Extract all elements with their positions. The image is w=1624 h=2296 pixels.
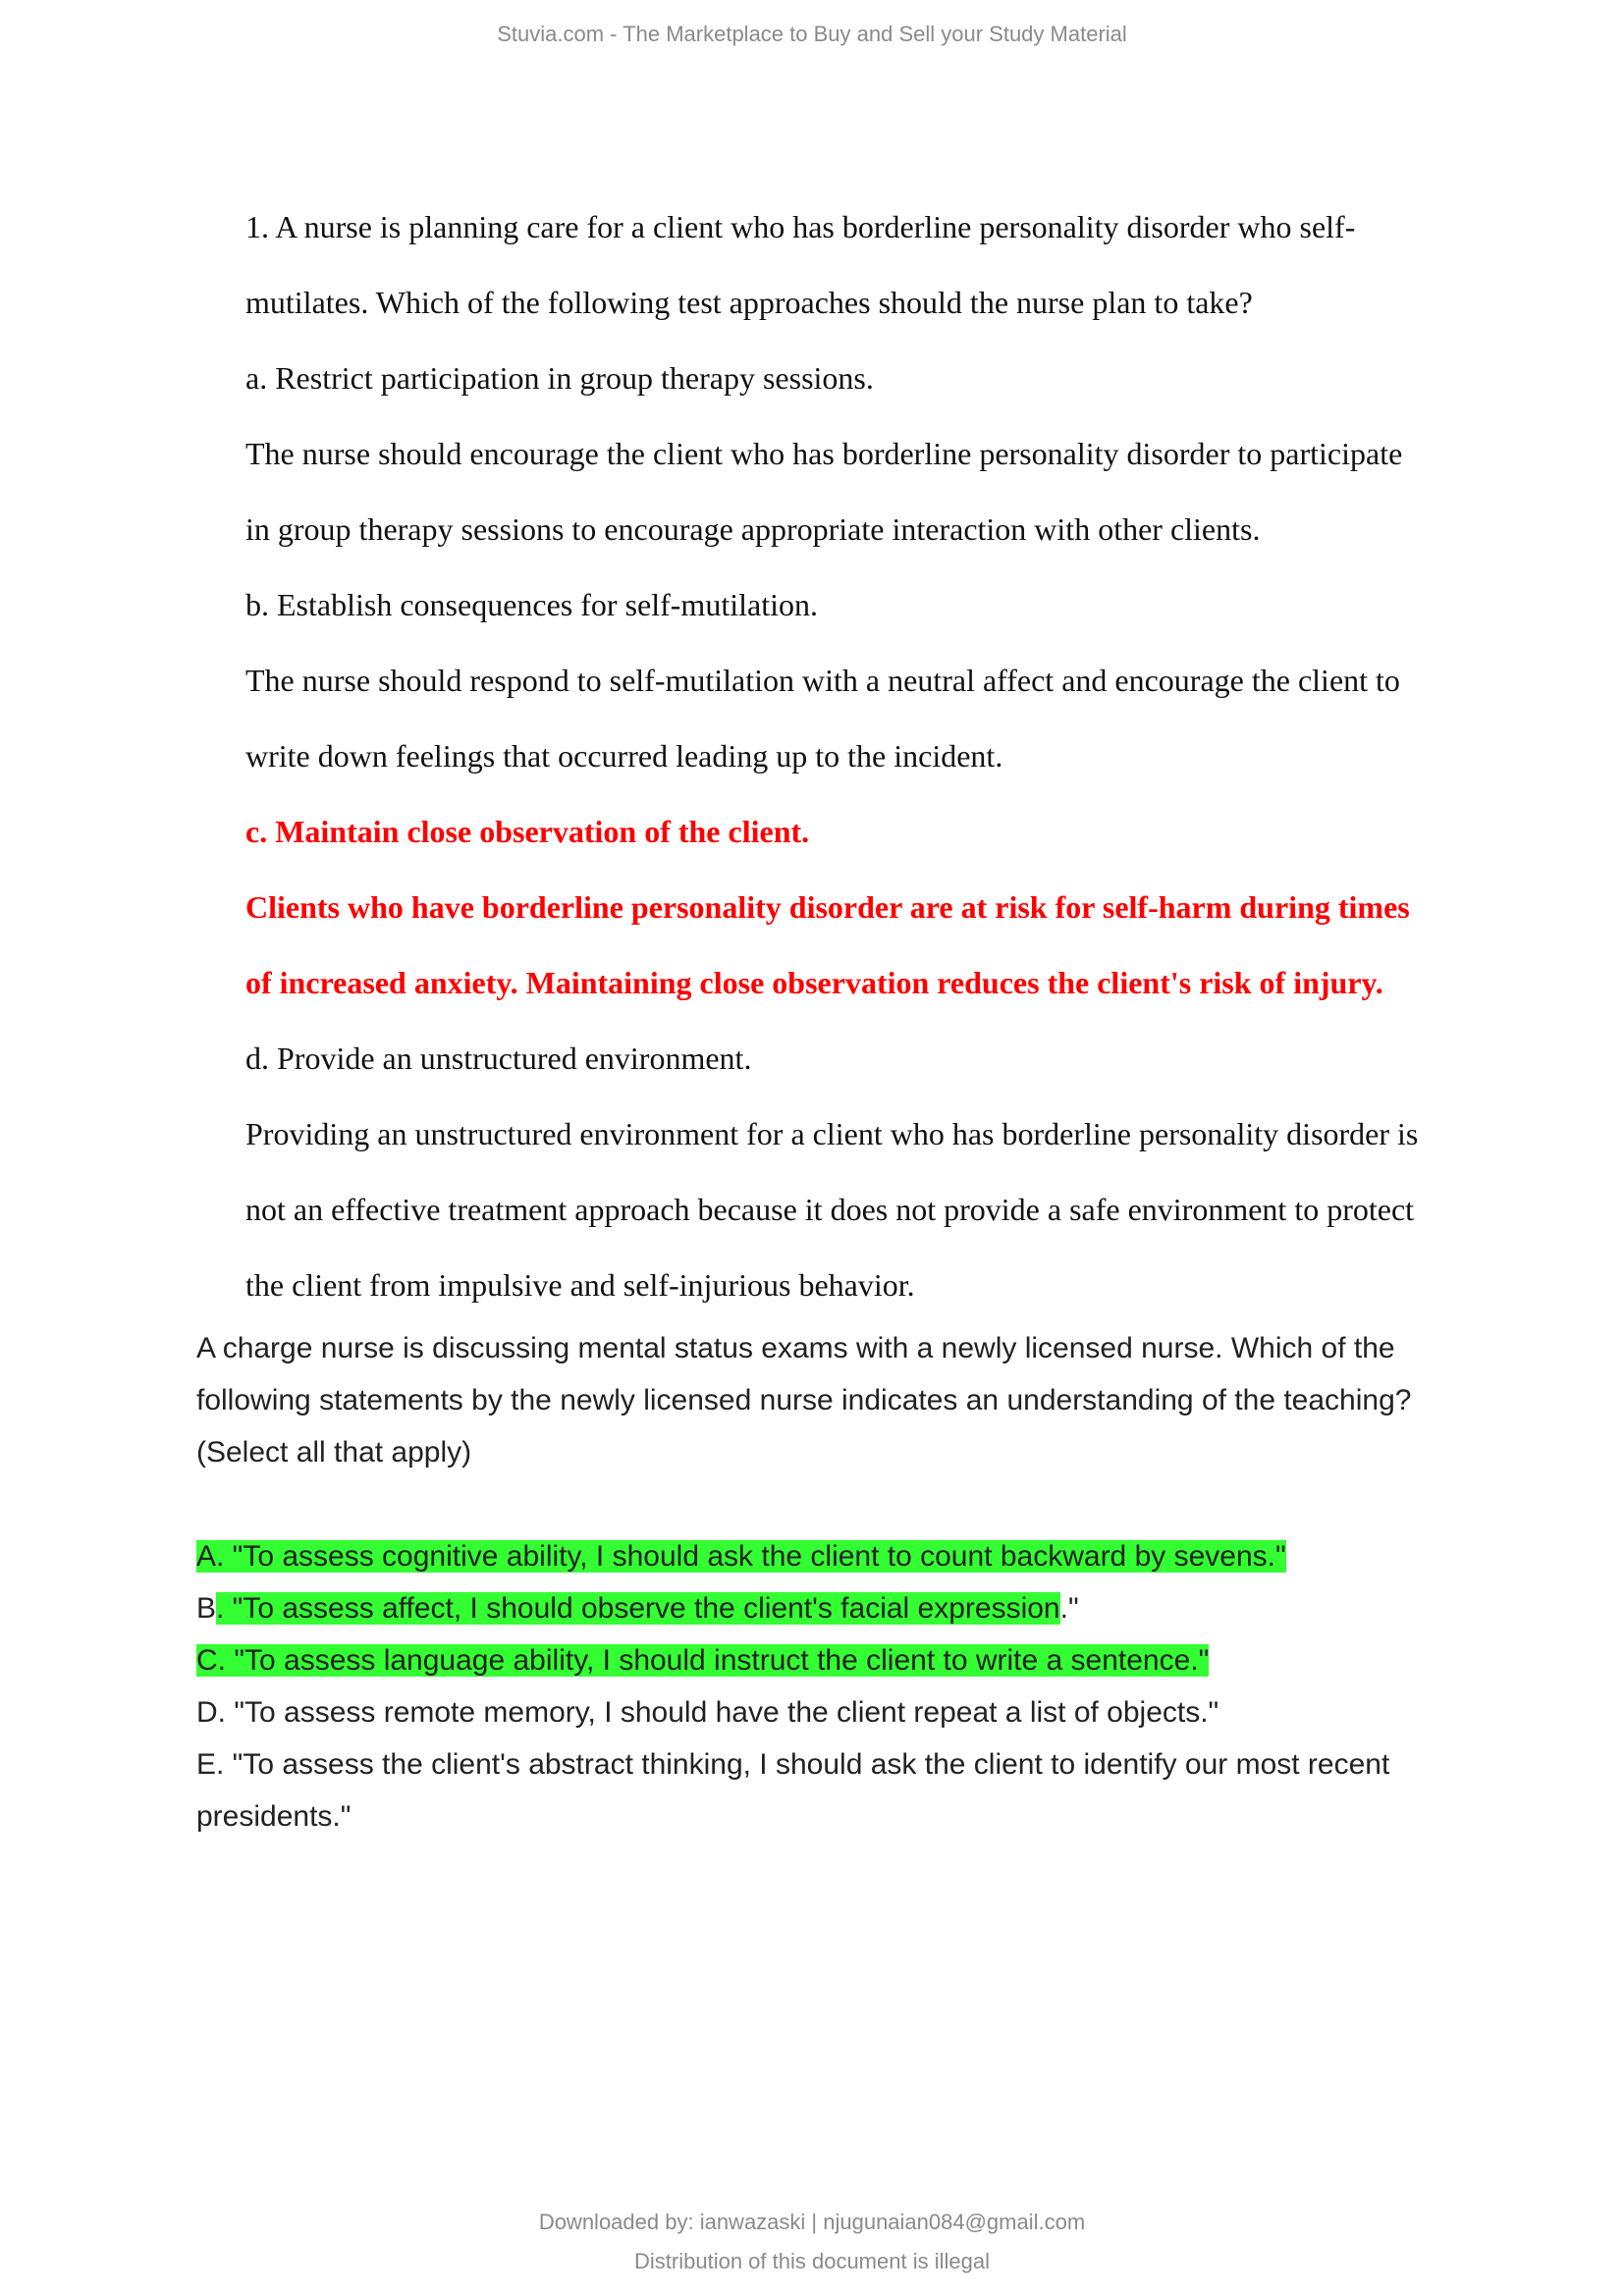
question-1-rationale-a-line-2: in group therapy sessions to encourage appropriate interaction with other clients. — [245, 511, 1261, 547]
question-2-block — [196, 1322, 1473, 1842]
question-2-option-b-suffix: ." — [1059, 1592, 1079, 1625]
question-2-stem-line-1: A charge nurse is discussing mental status exams with a newly licensed nurse. Which of the — [196, 1332, 1395, 1364]
header-watermark: Stuvia.com - The Marketplace to Buy and Sell your Study Material — [497, 22, 1127, 46]
question-2-options — [196, 1530, 1473, 1842]
question-2-stem-line-3: (Select all that apply) — [196, 1436, 472, 1468]
question-2-option-a-highlight: A. "To assess cognitive ability, I should ask the client to count backward by sevens." — [196, 1540, 1286, 1573]
question-2-option-b-prefix: B — [196, 1592, 217, 1625]
question-1-rationale-c-line-2: of increased anxiety. Maintaining close observation reduces the client's risk of injury. — [245, 965, 1383, 1000]
question-1-rationale-c-line-1: Clients who have borderline personality disorder are at risk for self-harm during times — [245, 889, 1410, 925]
question-1-option-a: a. Restrict participation in group therapy sessions. — [245, 360, 874, 396]
question-2-option-b-highlight: . "To assess affect, I should observe the client's facial expression — [216, 1592, 1060, 1625]
question-2-option-c-highlight: C. "To assess language ability, I should instruct the client to write a sentence." — [196, 1644, 1210, 1677]
question-2-option-e-line-1: E. "To assess the client's abstract thinking, I should ask the client to identify our most recent — [196, 1748, 1390, 1781]
question-1-rationale-d-line-1: Providing an unstructured environment for a client who has borderline personality disorder is — [245, 1116, 1419, 1151]
question-1-option-d: d. Provide an unstructured environment. — [245, 1041, 752, 1076]
question-1-rationale-b-line-1: The nurse should respond to self-mutilation with a neutral affect and encourage the client to — [245, 663, 1400, 698]
question-1-block — [245, 189, 1492, 1323]
footer-distribution-notice: Distribution of this document is illegal — [634, 2249, 990, 2273]
question-2-option-a — [196, 1530, 1473, 1582]
question-2-option-b — [196, 1582, 1473, 1634]
question-1-option-c-correct: c. Maintain close observation of the client. — [245, 814, 810, 849]
question-2-option-d: D. "To assess remote memory, I should have the client repeat a list of objects." — [196, 1696, 1219, 1729]
footer-downloaded-by: Downloaded by: ianwazaski | njugunaian084@gmail.com — [538, 2210, 1086, 2234]
question-2-stem-line-2: following statements by the newly licensed nurse indicates an understanding of the teaching? — [196, 1384, 1412, 1416]
question-1-stem-line-2: mutilates. Which of the following test approaches should the nurse plan to take? — [245, 285, 1253, 320]
question-1-rationale-d-line-3: the client from impulsive and self-injurious behavior. — [245, 1267, 915, 1303]
question-1-rationale-a-line-1: The nurse should encourage the client who has borderline personality disorder to participate — [245, 436, 1403, 471]
question-1-rationale-b-line-2: write down feelings that occurred leading up to the incident. — [245, 738, 1003, 774]
question-2-option-e-line-2: presidents." — [196, 1800, 352, 1833]
question-1-rationale-d-line-2: not an effective treatment approach because it does not provide a safe environment to protect — [245, 1192, 1415, 1227]
question-1-option-b: b. Establish consequences for self-mutilation. — [245, 587, 818, 622]
question-1-stem-line-1: 1. A nurse is planning care for a client who has borderline personality disorder who self- — [245, 209, 1356, 244]
question-2-option-c — [196, 1634, 1473, 1686]
